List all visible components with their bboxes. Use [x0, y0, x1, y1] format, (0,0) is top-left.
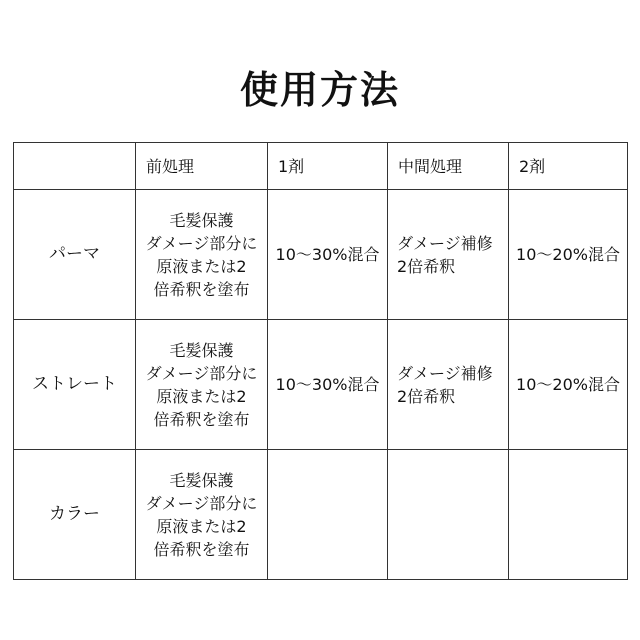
- table-row: [14, 190, 628, 320]
- agent1-cell: [268, 450, 388, 580]
- row-label: ストレート: [14, 320, 136, 450]
- header-cell-agent1: 1剤: [268, 143, 388, 190]
- intermediate-cell: [388, 450, 509, 580]
- pretreatment-cell: 毛髪保護 ダメージ部分に 原液または2 倍希釈を塗布: [136, 450, 268, 580]
- header-cell-pretreatment: 前処理: [136, 143, 268, 190]
- usage-table: [13, 142, 628, 580]
- pretreatment-cell: 毛髪保護 ダメージ部分に 原液または2 倍希釈を塗布: [136, 320, 268, 450]
- row-label: カラー: [14, 450, 136, 580]
- agent1-cell: 10～30%混合: [268, 190, 388, 320]
- agent2-cell: 10～20%混合: [509, 190, 628, 320]
- header-cell-agent2: 2剤: [509, 143, 628, 190]
- intermediate-cell: ダメージ補修 2倍希釈: [388, 320, 509, 450]
- page-title: 使用方法: [239, 68, 400, 112]
- table-header-row: [14, 143, 628, 190]
- table-row: [14, 450, 628, 580]
- header-cell-empty: [14, 143, 136, 190]
- intermediate-cell: ダメージ補修 2倍希釈: [388, 190, 509, 320]
- row-label: パーマ: [14, 190, 136, 320]
- agent2-cell: [509, 450, 628, 580]
- table-row: [14, 320, 628, 450]
- agent1-cell: 10～30%混合: [268, 320, 388, 450]
- header-cell-intermediate: 中間処理: [388, 143, 509, 190]
- agent2-cell: 10～20%混合: [509, 320, 628, 450]
- pretreatment-cell: 毛髪保護 ダメージ部分に 原液または2 倍希釈を塗布: [136, 190, 268, 320]
